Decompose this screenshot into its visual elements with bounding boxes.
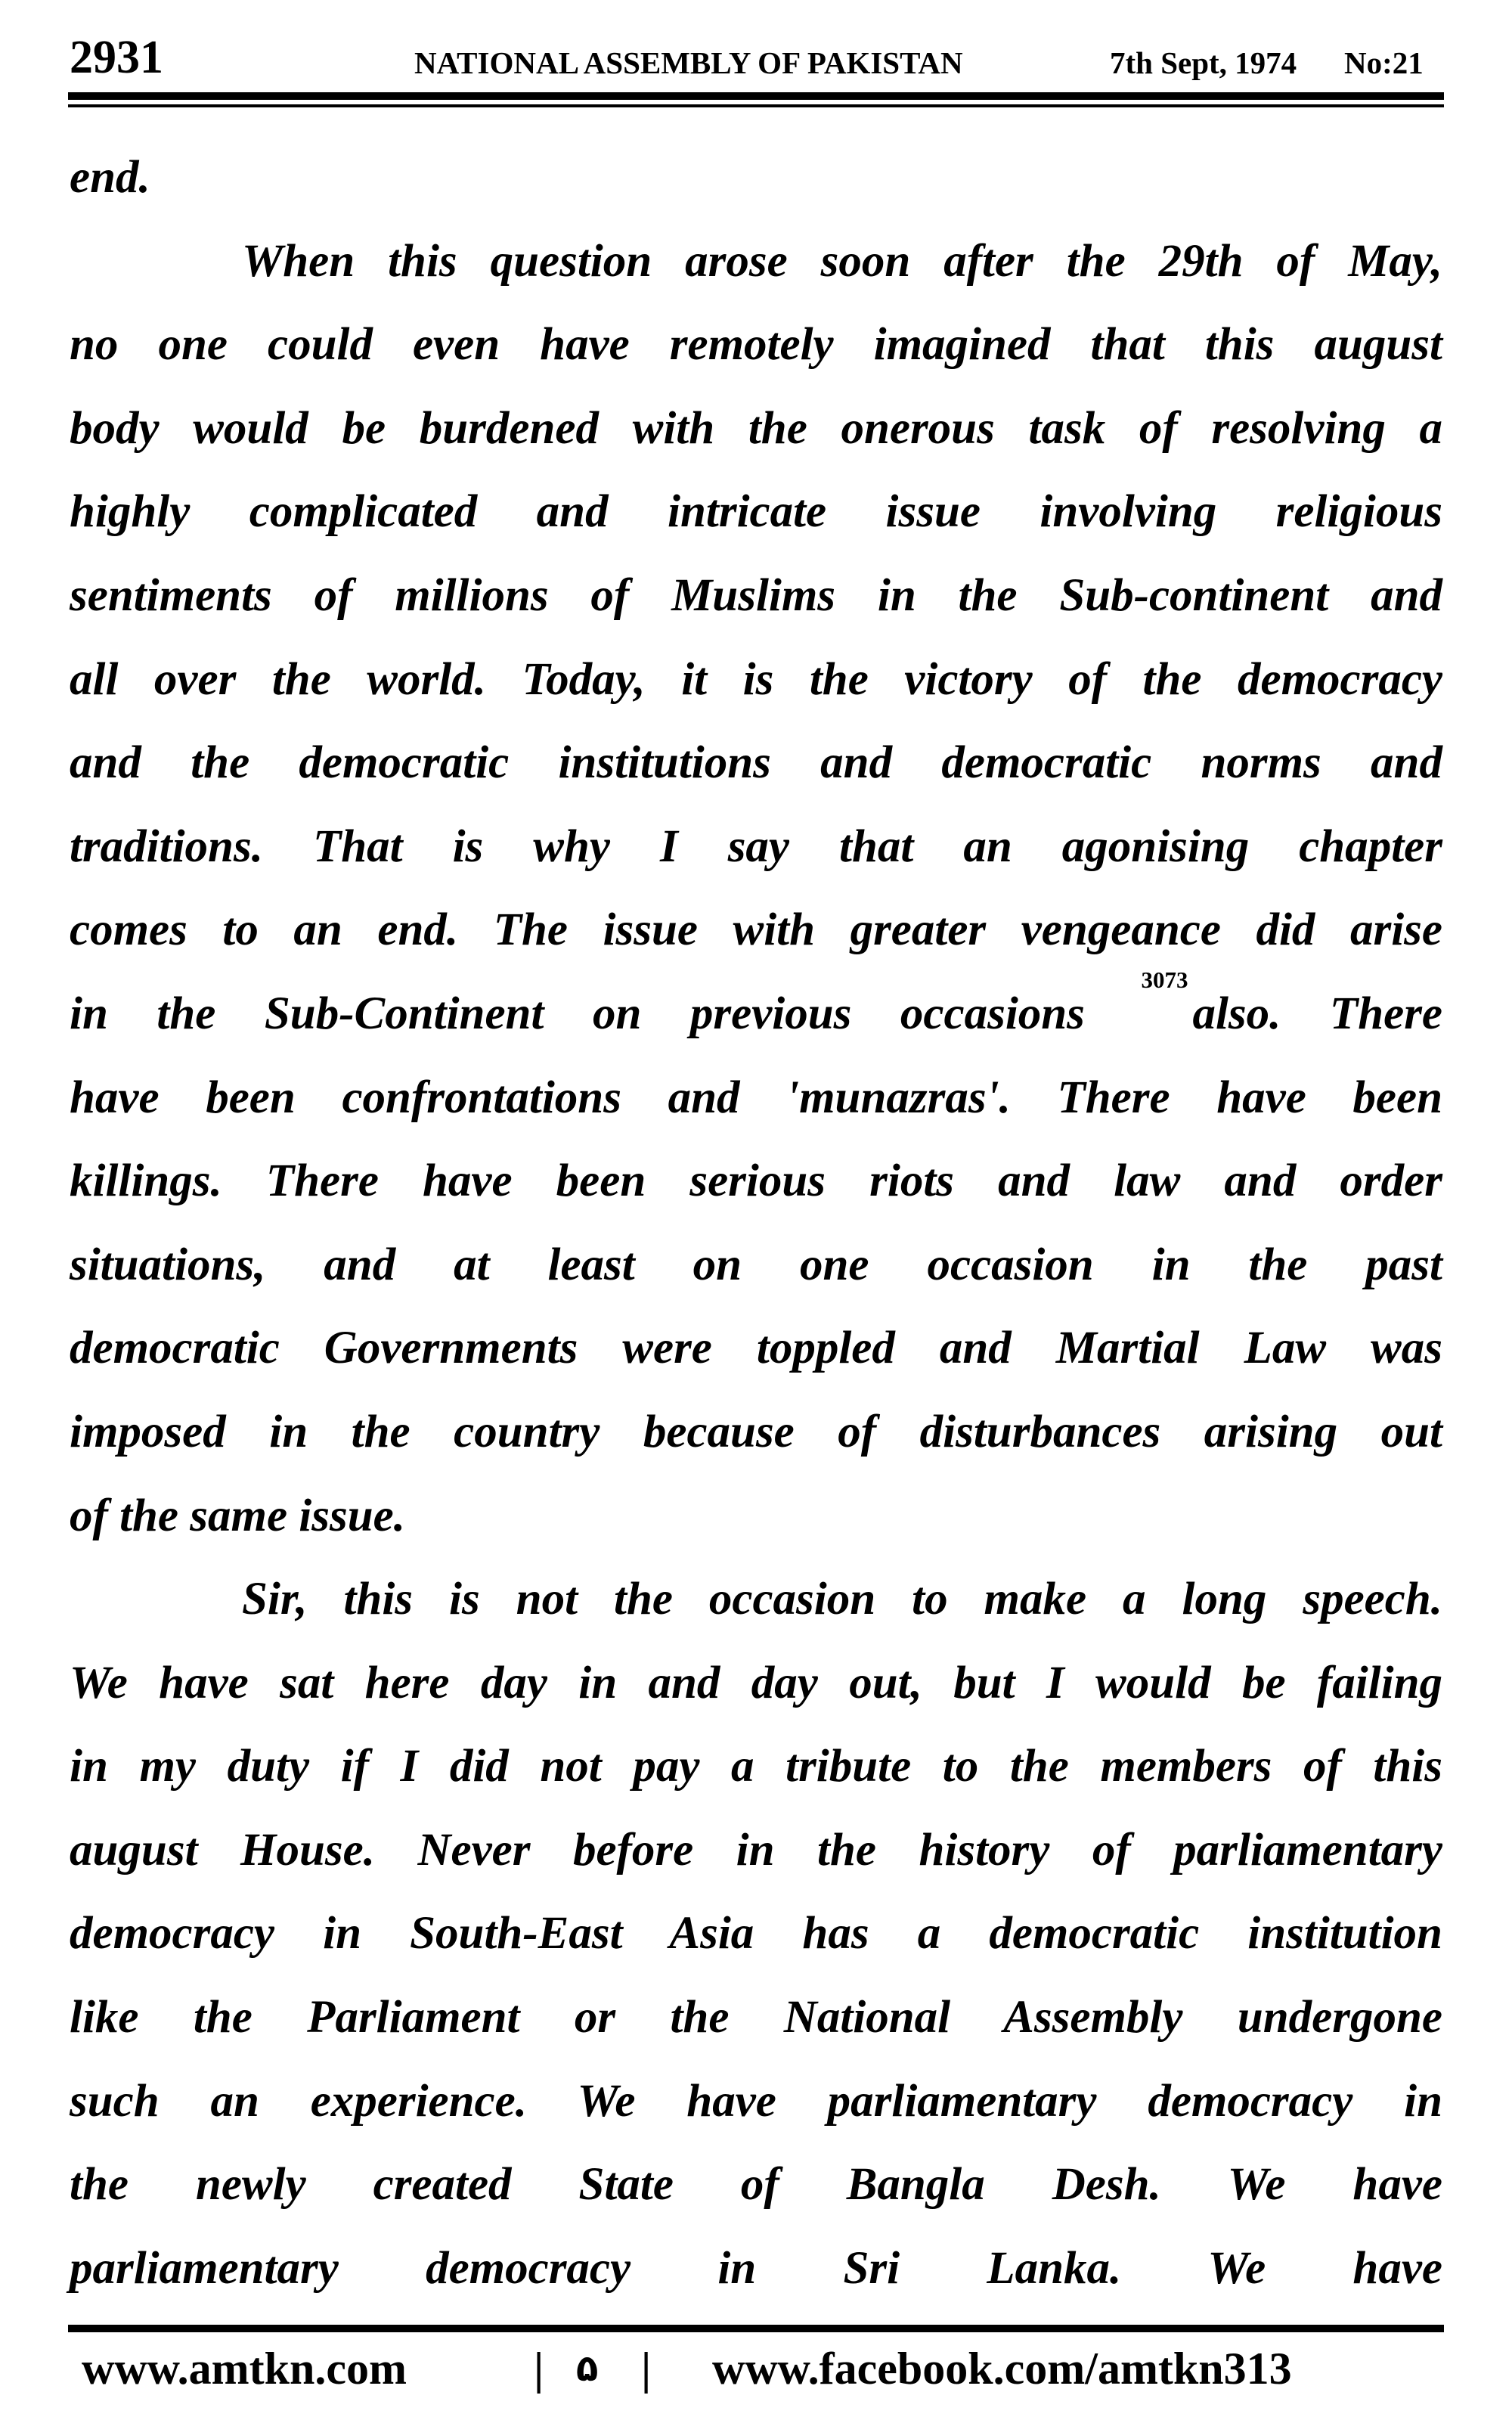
footer-separator: | (534, 2344, 544, 2394)
footer-website-link[interactable]: www.amtkn.com (82, 2344, 407, 2394)
speech-text (70, 136, 1442, 2310)
text-line: democratic Governments were toppled and Martial Law was (70, 1323, 1442, 1374)
footnote-marker: 3073 (1141, 966, 1188, 993)
text-segment: also. There (1192, 988, 1443, 1039)
text-line: sentiments of millions of Muslims in the Sub-continent and (70, 569, 1442, 621)
text-line-with-footnote (70, 966, 1443, 1056)
text-line: We have sat here day in and day out, but I would be failing (70, 1657, 1442, 1708)
paragraph-first-line: Sir, this is not the occasion to make a long speech. (242, 1574, 1442, 1625)
footer-facebook-link[interactable]: www.facebook.com/amtkn313 (712, 2344, 1292, 2394)
text-line: situations, and at least on one occasion in the past (70, 1239, 1442, 1290)
text-line: parliamentary democracy in Sri Lanka. We have (70, 2242, 1442, 2294)
text-segment: in the Sub-Continent on previous occasions (70, 988, 1085, 1039)
footer (68, 2338, 1444, 2399)
header-page-number: 2931 (70, 32, 163, 83)
text-line: august House. Never before in the history of parliamentary (70, 1824, 1442, 1876)
text-line: such an experience. We have parliamentary democracy in (70, 2075, 1442, 2127)
footer-page-number: ۵ (576, 2347, 599, 2390)
text-line: highly complicated and intricate issue involving religious (70, 486, 1442, 538)
text-line: democracy in South-East Asia has a democratic institution (70, 1908, 1442, 1959)
header-rule-thin (68, 104, 1444, 107)
text-line: traditions. That is why I say that an agonising chapter (70, 821, 1442, 872)
footer-rule (68, 2325, 1444, 2332)
header-issue-number: No:21 (1344, 45, 1424, 80)
text-line: killings. There have been serious riots and law and order (70, 1156, 1442, 1207)
header-rule-thick (68, 92, 1444, 100)
text-line: body would be burdened with the onerous task of resolving a (70, 402, 1442, 454)
text-line: comes to an end. The issue with greater vengeance did arise (70, 904, 1442, 956)
text-line: of the same issue. (70, 1490, 405, 1541)
text-line: like the Parliament or the National Assembly undergone (70, 1992, 1442, 2043)
text-line: imposed in the country because of disturbances arising out (70, 1406, 1442, 1457)
footer-separator: | (641, 2344, 652, 2394)
text-line: in my duty if I did not pay a tribute to the members of this (70, 1741, 1442, 1792)
text-line: end. (70, 152, 150, 203)
text-line: no one could even have remotely imagined that this august (70, 319, 1442, 371)
text-line: and the democratic institutions and democratic norms and (70, 737, 1442, 789)
text-line: all over the world. Today, it is the victory of the democracy (70, 653, 1442, 705)
text-line: the newly created State of Bangla Desh. We have (70, 2159, 1442, 2211)
header-date: 7th Sept, 1974 (1110, 45, 1297, 80)
header-title: NATIONAL ASSEMBLY OF PAKISTAN (414, 45, 963, 80)
paragraph-first-line: When this question arose soon after the 29th of May, (242, 235, 1442, 287)
text-line: have been confrontations and 'munazras'. There have been (70, 1072, 1442, 1123)
